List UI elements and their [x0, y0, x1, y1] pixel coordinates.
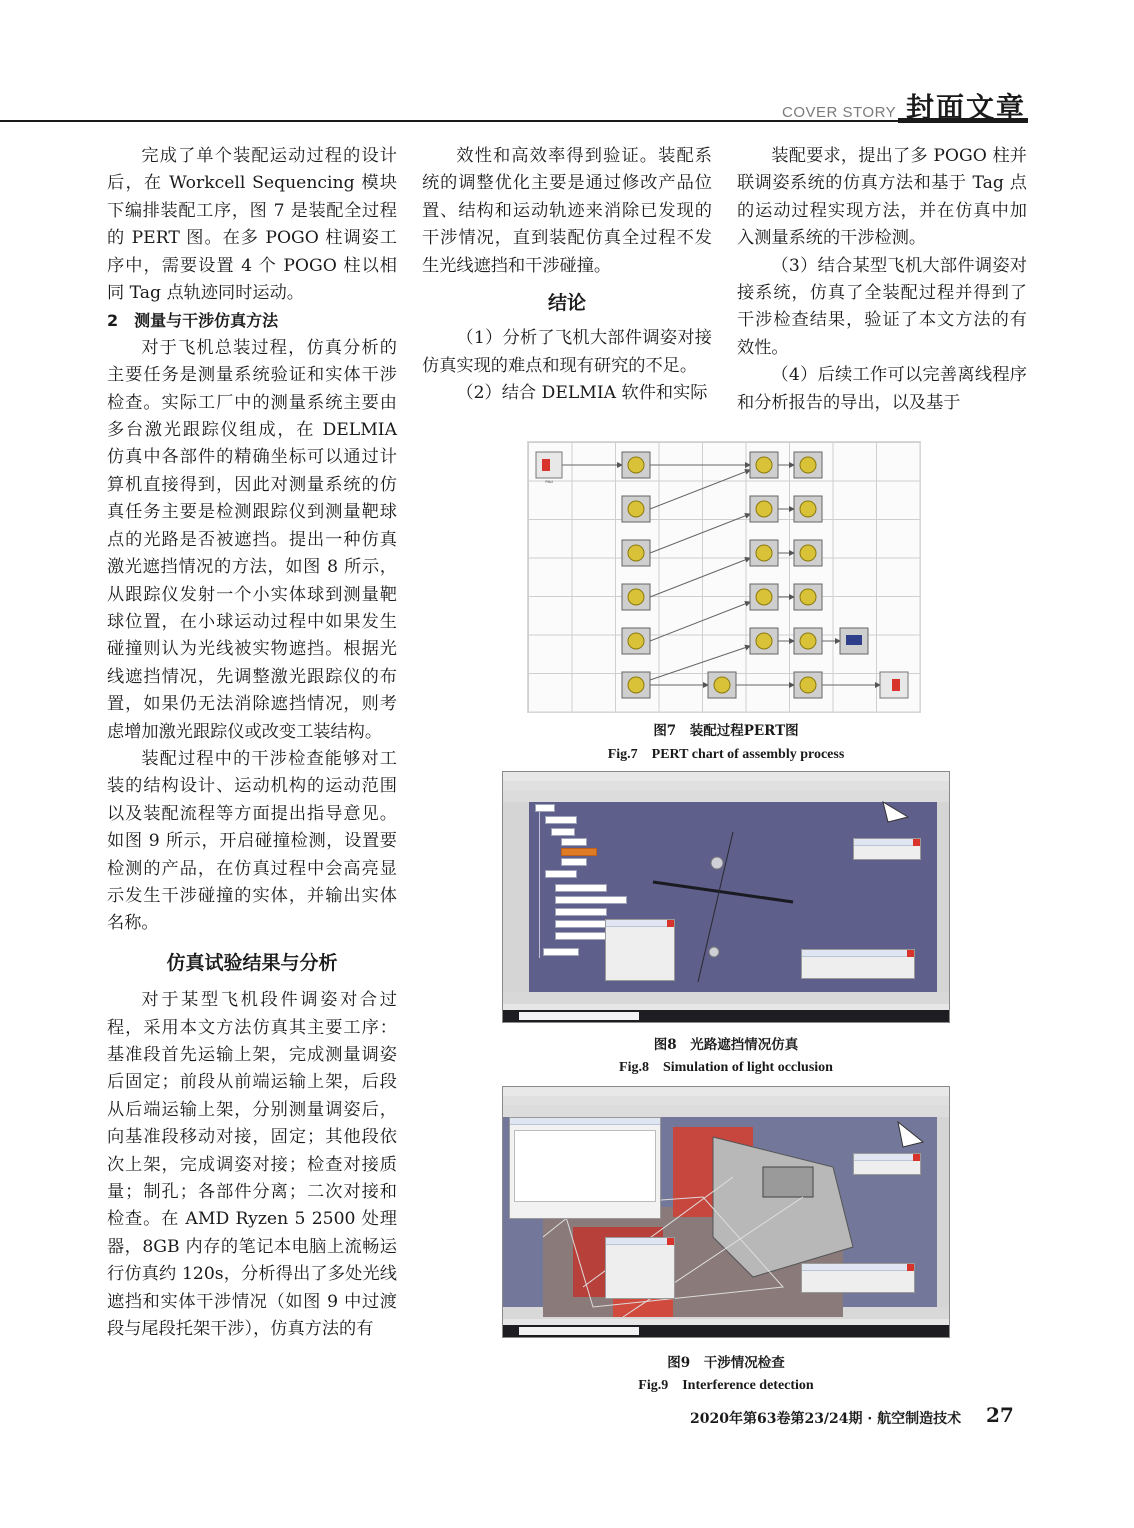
svg-text:PAd: PAd: [545, 479, 553, 484]
figure-8-caption-en: Fig.8 Simulation of light occlusion: [619, 1060, 833, 1075]
paragraph: 装配要求，提出了多 POGO 柱并联调姿系统的仿真方法和基于 Tag 点的运动过程实现方法，并在仿真中加入测量系统的干涉检测。: [737, 146, 1027, 249]
page-number: 27: [986, 1403, 1014, 1427]
page-header: [0, 0, 1134, 130]
message-list: [514, 1130, 656, 1202]
paragraph: （3）结合某型飞机大部件调姿对接系统，仿真了全装配过程并得到了干涉检查结果，验证了本文方法的有效性。: [737, 255, 1027, 358]
paragraph: 对于飞机总装过程，仿真分析的主要任务是测量系统验证和实体干涉检查。实际工厂中的测量系统主要由多台激光跟踪仪组成，在 DELMIA 仿真中各部件的精确坐标可以通过计算机直接得到，因此对测量系统的仿真任务主要是检测跟踪仪到测量靶球点的光路是否被遮挡。提出一种仿真激光遮挡情况的方法，如图 8 所示，从跟踪仪发射一个小实体球到测量靶球位置，在小球运动过程中如果发生碰撞则认为光线被实物遮挡。根据光线遮挡情况，先调整激光跟踪仪的布置，如果仍无法消除遮挡情况，则考虑增加激光跟踪仪或改变工装结构。: [107, 337, 397, 742]
section-heading: 2 测量与干涉仿真方法: [107, 311, 279, 331]
paragraph: （4）后续工作可以完善离线程序和分析报告的导出，以及基于: [737, 365, 1027, 413]
figure-8-caption-cn: 图8 光路遮挡情况仿真: [653, 1037, 799, 1053]
paragraph: （2）结合 DELMIA 软件和实际: [456, 383, 708, 404]
message-window-panel: [509, 1117, 661, 1219]
figure-7-caption-cn: 图7 装配过程PERT图: [653, 723, 799, 739]
paragraph: 对于某型飞机段件调姿对合过程，采用本文方法仿真其主要工序：基准段首先运输上架，完成测量调姿后固定；前段从前端运输上架，后段从后端运输上架，分别测量调姿后，向基准段移动对接，固定；其他段依次上架，完成调姿对接；检查对接质量；制孔；各部件分离；二次对接和检查。在 AMD Ryzen 5 2500 处理器，8GB 内存的笔记本电脑上流畅运行仿真约 120s，分析得出了多处光线遮挡和实体干涉情况（如图 9 中过渡段与尾段托架干涉），仿真方法的有: [107, 990, 397, 1340]
paragraph: （1）分析了飞机大部件调姿对接仿真实现的难点和现有研究的不足。: [422, 328, 712, 376]
pert-nodes: [536, 452, 908, 698]
cover-story-label-cn: 封面文章: [906, 91, 1027, 124]
paragraph: 效性和高效率得到验证。装配系统的调整优化主要是通过修改产品位置、结构和运动轨迹来消除已发现的干涉情况，直到装配仿真全过程不发生光线遮挡和干涉碰撞。: [422, 146, 712, 276]
process-simulation-panel: [801, 1263, 915, 1293]
text-column-1: [107, 143, 397, 1343]
simulation-control-tools-panel: [853, 1153, 921, 1175]
journal-footer: 2020年第63卷第23/24期 · 航空制造技术: [690, 1411, 962, 1427]
figure-7-pert-chart: [527, 441, 921, 713]
text-column-3: [737, 143, 1027, 417]
pert-diagram: [528, 442, 920, 712]
simulation-control-tools-panel: [853, 838, 921, 860]
section-heading-conclusion: 结论: [547, 292, 586, 315]
process-simulation-panel: [801, 949, 915, 979]
figure-8-delmia-window: [502, 771, 950, 1023]
pert-edges: [562, 465, 880, 685]
figure-9-caption-en: Fig.9 Interference detection: [638, 1378, 814, 1393]
cover-story-label-en: COVER STORY: [782, 104, 897, 121]
simulation-options-panel: [605, 1237, 675, 1299]
simulation-options-panel: [605, 919, 675, 981]
paragraph: 完成了单个装配运动过程的设计后，在 Workcell Sequencing 模块下编排装配工序，图 7 是装配全过程的 PERT 图。在多 POGO 柱调姿工序中，需要设置 4 个 POGO 柱以相同 Tag 点轨迹同时运动。: [107, 146, 397, 304]
text-column-2: [422, 143, 712, 408]
figure-9-caption-cn: 图9 干涉情况检查: [667, 1355, 785, 1371]
figure-9-delmia-window: [502, 1086, 950, 1338]
viewport-3d: [503, 772, 949, 1022]
figure-7-caption-en: Fig.7 PERT chart of assembly process: [607, 747, 845, 762]
section-heading-results: 仿真试验结果与分析: [166, 951, 338, 974]
paragraph: 装配过程中的干涉检查能够对工装的结构设计、运动机构的运动范围以及装配流程等方面提出指导意见。如图 9 所示，开启碰撞检测，设置要检测的产品，在仿真过程中会高亮显示发生干涉碰撞的实体，并输出实体名称。: [107, 748, 397, 934]
